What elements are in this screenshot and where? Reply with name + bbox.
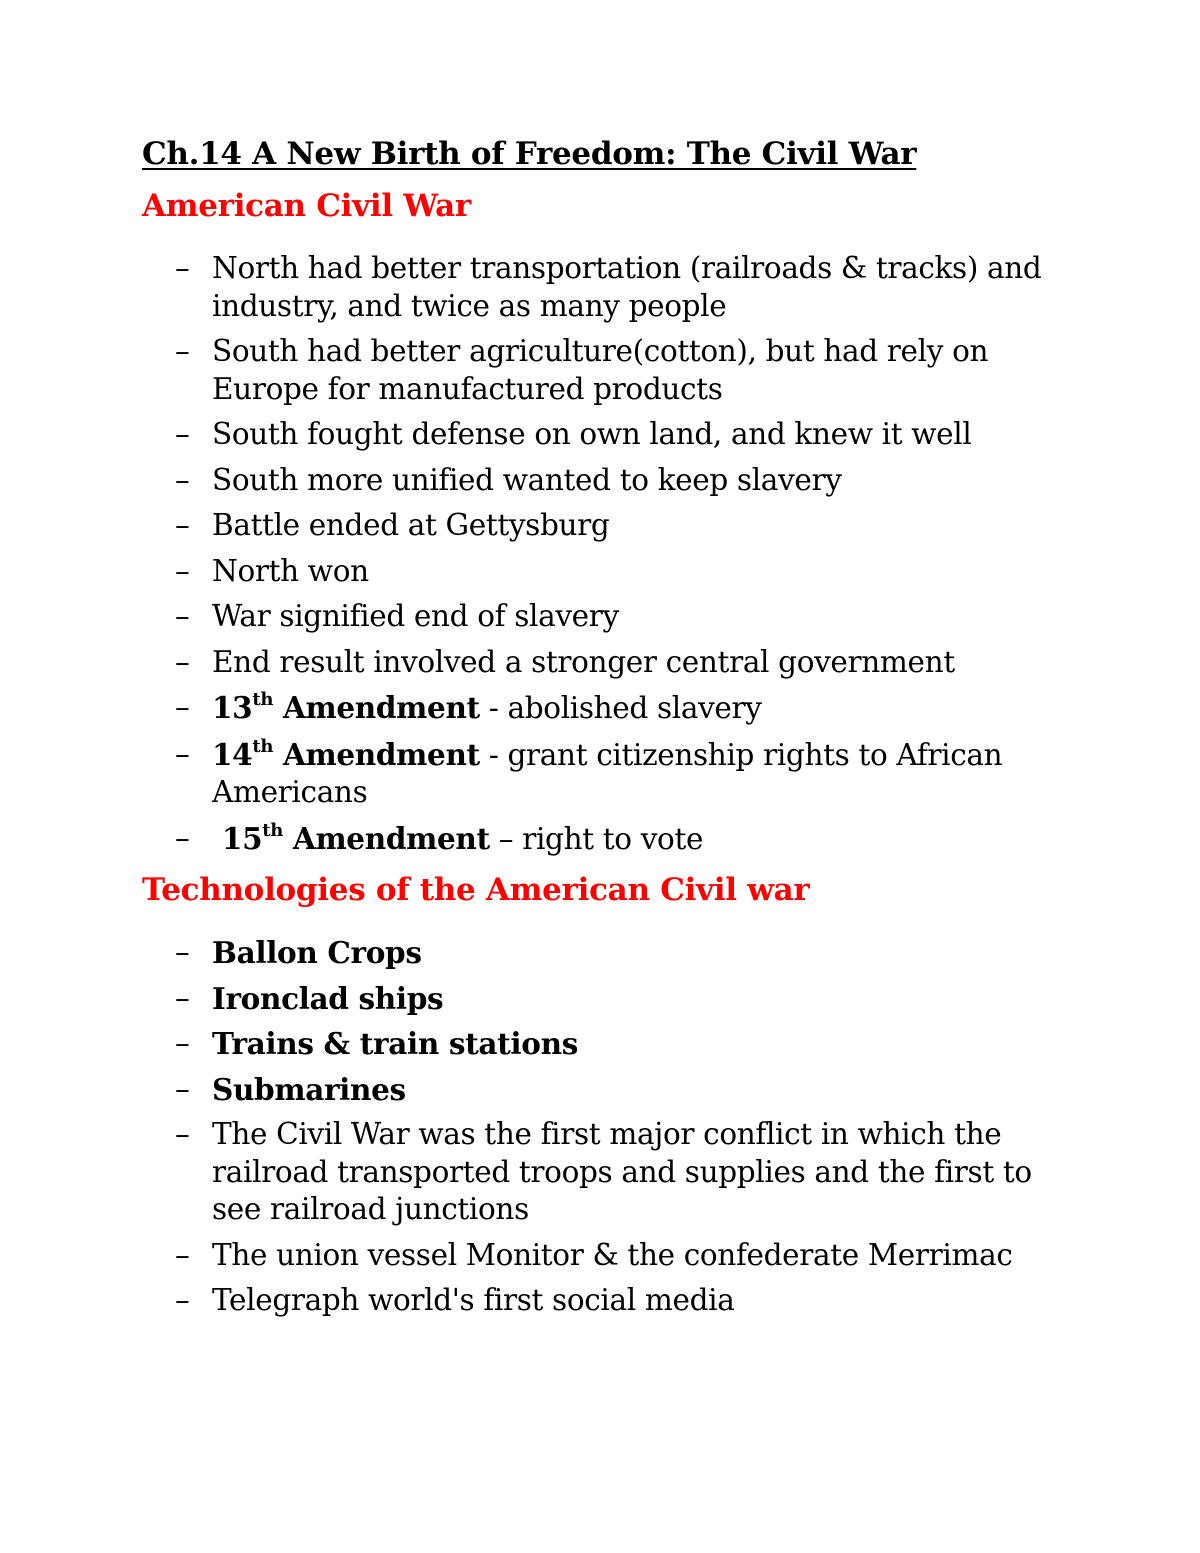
bullet-dash: – xyxy=(175,1237,190,1272)
amendment-number: 14 xyxy=(212,736,253,772)
ordinal-suffix: th xyxy=(252,735,274,757)
list-item-text: Submarines xyxy=(212,1071,406,1107)
bullet-dash: – xyxy=(175,935,190,969)
bullet-dash: – xyxy=(175,1283,190,1317)
list-item xyxy=(175,553,1075,591)
list-item-text: South more unified wanted to keep slavery xyxy=(212,462,842,497)
list-item xyxy=(175,333,1075,408)
bullet-dash: – xyxy=(175,334,190,368)
list-item-text: South had better agriculture(cotton), but had rely on Europe for manufactured products xyxy=(212,334,989,406)
list-item-text: Battle ended at Gettysburg xyxy=(212,508,610,542)
list-item-text: Telegraph world's first social media xyxy=(212,1283,735,1317)
list-item xyxy=(175,507,1075,545)
ordinal-suffix: th xyxy=(262,819,283,841)
amendment-number: 15 xyxy=(212,820,263,856)
amendment-label: Amendment xyxy=(273,736,480,772)
amendment-description: – right to vote xyxy=(489,821,704,856)
list-item xyxy=(175,250,1075,325)
list-item xyxy=(175,416,1075,454)
amendment-label: Amendment xyxy=(273,690,480,725)
bullet-list-american-civil-war xyxy=(175,250,1075,866)
list-item-13th-amendment xyxy=(175,689,1075,728)
list-item xyxy=(175,980,1075,1018)
list-item xyxy=(175,598,1075,636)
bullet-dash: – xyxy=(175,599,190,633)
bullet-dash: – xyxy=(175,1071,190,1106)
ordinal-suffix: th xyxy=(252,689,274,710)
list-item xyxy=(175,644,1075,682)
amendment-label: Amendment xyxy=(282,820,490,856)
list-item xyxy=(175,1237,1075,1275)
list-item-text: Trains & train stations xyxy=(212,1026,578,1061)
page-title: Ch.14 A New Birth of Freedom: The Civil War xyxy=(142,136,917,172)
amendment-number: 13 xyxy=(212,690,253,725)
bullet-dash: – xyxy=(175,644,190,679)
list-item-text: End result involved a stronger central government xyxy=(212,644,955,679)
bullet-dash: – xyxy=(175,1026,190,1060)
bullet-dash: – xyxy=(175,820,190,855)
bullet-list-technologies xyxy=(175,934,1075,1328)
list-item xyxy=(175,1025,1075,1063)
list-item xyxy=(175,934,1075,972)
list-item-text: South fought defense on own land, and knew it well xyxy=(212,417,972,451)
amendment-description: - abolished slavery xyxy=(479,691,762,725)
list-item-text: War signified end of slavery xyxy=(212,599,619,633)
bullet-dash: – xyxy=(175,690,190,724)
list-item-text: Ballon Crops xyxy=(212,935,422,970)
list-item xyxy=(175,462,1075,500)
list-item-text: The Civil War was the first major conflict in which the railroad transported troops and supplies and the first to see railroad junctions xyxy=(212,1117,1032,1226)
bullet-dash: – xyxy=(175,980,190,1015)
bullet-dash: – xyxy=(175,508,190,542)
list-item-text: The union vessel Monitor & the confederate Merrimac xyxy=(212,1237,1013,1272)
section-heading-american-civil-war: American Civil War xyxy=(142,188,471,224)
list-item xyxy=(175,1282,1075,1320)
list-item xyxy=(175,1116,1075,1229)
bullet-dash: – xyxy=(175,1117,190,1151)
list-item-text: North won xyxy=(212,553,369,588)
list-item-14th-amendment xyxy=(175,736,1075,812)
list-item-text: North had better transportation (railroads & tracks) and industry, and twice as many people xyxy=(212,251,1042,323)
bullet-dash: – xyxy=(175,736,190,771)
amendment-description: - grant citizenship rights to African Americans xyxy=(212,737,1003,809)
bullet-dash: – xyxy=(175,462,190,497)
bullet-dash: – xyxy=(175,251,190,285)
bullet-dash: – xyxy=(175,417,190,451)
list-item xyxy=(175,1071,1075,1109)
bullet-dash: – xyxy=(175,553,190,588)
list-item-text: Ironclad ships xyxy=(212,980,444,1016)
list-item-15th-amendment xyxy=(175,820,1075,859)
section-heading-technologies: Technologies of the American Civil war xyxy=(142,872,810,908)
